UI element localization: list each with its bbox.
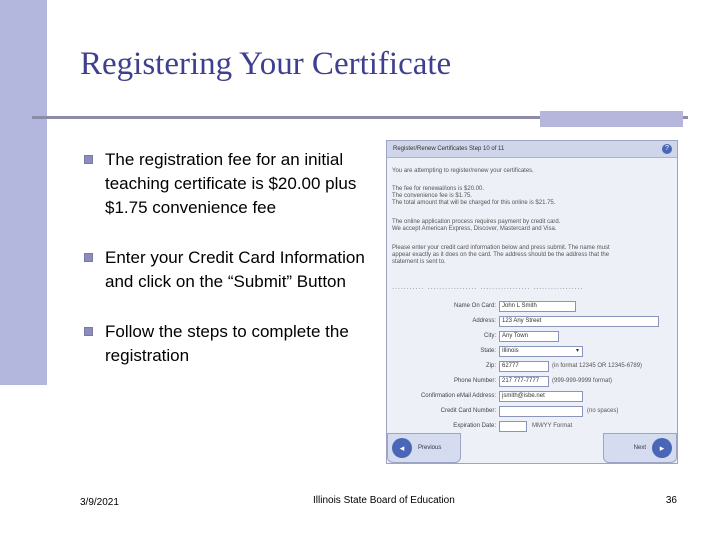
next-label: Next (633, 445, 646, 451)
square-bullet-icon (84, 155, 93, 164)
city-label: City: (484, 333, 496, 339)
phone-number-label: Phone Number: (453, 378, 496, 384)
confirmation-email-label: Confirmation eMail Address: (420, 393, 496, 399)
bullet-text: The registration fee for an initial teaching certificate is $20.00 plus $1.75 convenience fee (105, 150, 357, 217)
form-row-expiration (387, 421, 678, 433)
state-label: State: (480, 348, 496, 354)
chevron-down-icon: ▾ (575, 348, 579, 354)
bullet-item (84, 246, 374, 294)
name-on-card-input[interactable]: John L Smith (499, 301, 576, 312)
form-row-card (387, 406, 678, 418)
screenshot-header (387, 141, 677, 158)
fee-line: The fee for renewal/ions is $20.00. (392, 186, 485, 192)
state-select-value: Illinois (502, 348, 519, 354)
title-divider-accent (540, 111, 683, 127)
phone-number-input[interactable]: 217 777-7777 (499, 376, 549, 387)
expiration-format-hint: MM/YY Format (532, 423, 573, 429)
previous-label: Previous (418, 445, 442, 451)
form-row-name (387, 301, 678, 313)
city-input[interactable]: Any Town (499, 331, 559, 342)
left-accent-bar (0, 0, 47, 385)
bullet-item (84, 148, 374, 220)
address-label: Address: (472, 318, 496, 324)
footer-organization: Illinois State Board of Education (313, 495, 455, 506)
billing-line: appear exactly as it does on the card. The address should be the address that the (392, 252, 610, 258)
expiration-date-label: Expiration Date: (453, 423, 496, 429)
billing-line: Please enter your credit card information below and press submit. The name must (392, 245, 610, 251)
form-row-email (387, 391, 678, 403)
payment-line: We accept American Express, Discover, Mastercard and Visa. (392, 226, 557, 232)
billing-line: statement is sent to. (392, 259, 446, 265)
intro-text: You are attempting to register/renew your certificates. (392, 168, 534, 174)
zip-format-hint: (in format 12345 OR 12345-6789) (552, 363, 643, 369)
credit-card-number-input[interactable] (499, 406, 583, 417)
registration-screenshot (386, 140, 678, 464)
zip-input[interactable]: 62777 (499, 361, 549, 372)
form-row-zip (387, 361, 678, 373)
payment-line: The online application process requires payment by credit card. (392, 219, 561, 225)
bullet-item (84, 320, 374, 368)
section-divider: ........... ................. ................. ................. (392, 284, 584, 291)
zip-label: Zip: (485, 363, 496, 369)
fee-line: The total amount that will be charged for this online is $21.75. (392, 200, 556, 206)
slide-title: Registering Your Certificate (80, 46, 452, 82)
arrow-left-icon: ◂ (392, 438, 412, 458)
credit-card-number-label: Credit Card Number: (440, 408, 496, 414)
bullet-text: Enter your Credit Card Information and click on the “Submit” Button (105, 248, 365, 291)
expiration-date-input[interactable] (499, 421, 527, 432)
bullet-text: Follow the steps to complete the registration (105, 322, 349, 365)
footer-date: 3/9/2021 (80, 497, 119, 508)
previous-button[interactable] (387, 433, 461, 463)
square-bullet-icon (84, 327, 93, 336)
phone-format-hint: (999-999-9999 format) (552, 378, 613, 384)
footer-page-number: 36 (665, 495, 677, 506)
square-bullet-icon (84, 253, 93, 262)
name-on-card-label: Name On Card: (453, 303, 496, 309)
form-row-city (387, 331, 678, 343)
form-row-address (387, 316, 678, 328)
bullet-list (84, 148, 374, 368)
form-row-phone (387, 376, 678, 388)
arrow-right-icon: ▸ (652, 438, 672, 458)
screenshot-header-title: Register/Renew Certificates Step 10 of 11 (393, 146, 505, 152)
state-select[interactable] (499, 346, 583, 357)
card-format-hint: (no spaces) (587, 408, 619, 414)
fee-line: The convenience fee is $1.75. (392, 193, 473, 199)
confirmation-email-input[interactable]: jsmith@isbe.net (499, 391, 583, 402)
next-button[interactable] (603, 433, 677, 463)
form-row-state (387, 346, 678, 358)
address-input[interactable]: 123 Any Street (499, 316, 659, 327)
help-icon[interactable]: ? (662, 144, 672, 154)
